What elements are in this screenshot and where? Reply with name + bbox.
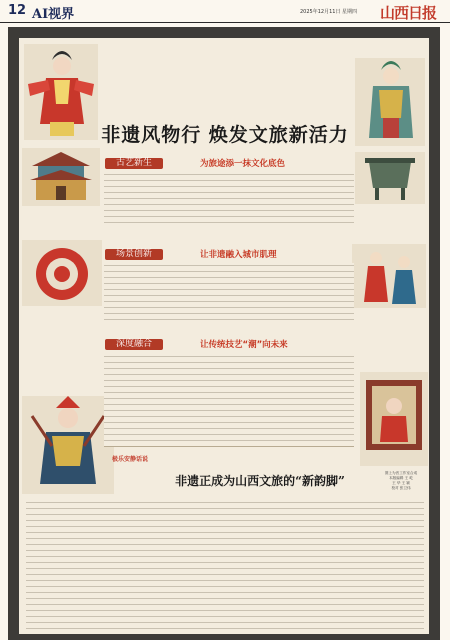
intro-text-col2 bbox=[162, 62, 214, 112]
commentary-body-text bbox=[26, 500, 424, 630]
date-line: 2025年12月11日 星期四 bbox=[300, 9, 358, 15]
folk-dance-icon bbox=[352, 244, 426, 308]
stage-scene-icon bbox=[360, 372, 428, 466]
editor-caption: 图上为晋工作室合成 本版编辑 王 屹 王 华 王 颖 校对 张卫伟 bbox=[384, 471, 418, 490]
page-section: AI视界 bbox=[32, 7, 75, 22]
paper-cut-icon bbox=[22, 240, 102, 306]
commentary-tag: 极乐安静话说 bbox=[112, 456, 149, 463]
commentary-title: 非遗正成为山西文旅的“新韵脚” bbox=[175, 474, 345, 488]
section-1-subtitle: 为旅途添一抹文化底色 bbox=[200, 159, 286, 169]
page-headline: 非遗风物行 焕发文旅新活力 bbox=[101, 124, 349, 146]
masthead: 山西日报 bbox=[380, 4, 437, 22]
opera-figure-left-icon bbox=[24, 44, 98, 140]
page-number: 12 bbox=[8, 3, 27, 18]
section-2-label: 场景创新 bbox=[105, 249, 163, 260]
pagoda-icon bbox=[22, 148, 100, 206]
divider bbox=[104, 446, 354, 447]
section-3-subtitle: 让传统技艺“潮”向未来 bbox=[200, 340, 288, 350]
section-3-body-text bbox=[104, 354, 354, 446]
opera-figure-right-icon bbox=[355, 58, 425, 146]
bronze-vessel-icon bbox=[355, 152, 425, 204]
section-3-label: 深度融合 bbox=[105, 339, 163, 350]
martial-opera-figure-icon bbox=[22, 396, 114, 494]
section-1-label: 古艺新生 bbox=[105, 158, 163, 169]
section-2-body-text bbox=[104, 263, 354, 323]
section-1-body-text bbox=[104, 172, 354, 228]
section-2-subtitle: 让非遗融入城市肌理 bbox=[200, 250, 277, 260]
intro-text-col1 bbox=[104, 62, 156, 112]
intro-text-col4 bbox=[278, 62, 340, 112]
intro-text-col3 bbox=[220, 62, 272, 112]
